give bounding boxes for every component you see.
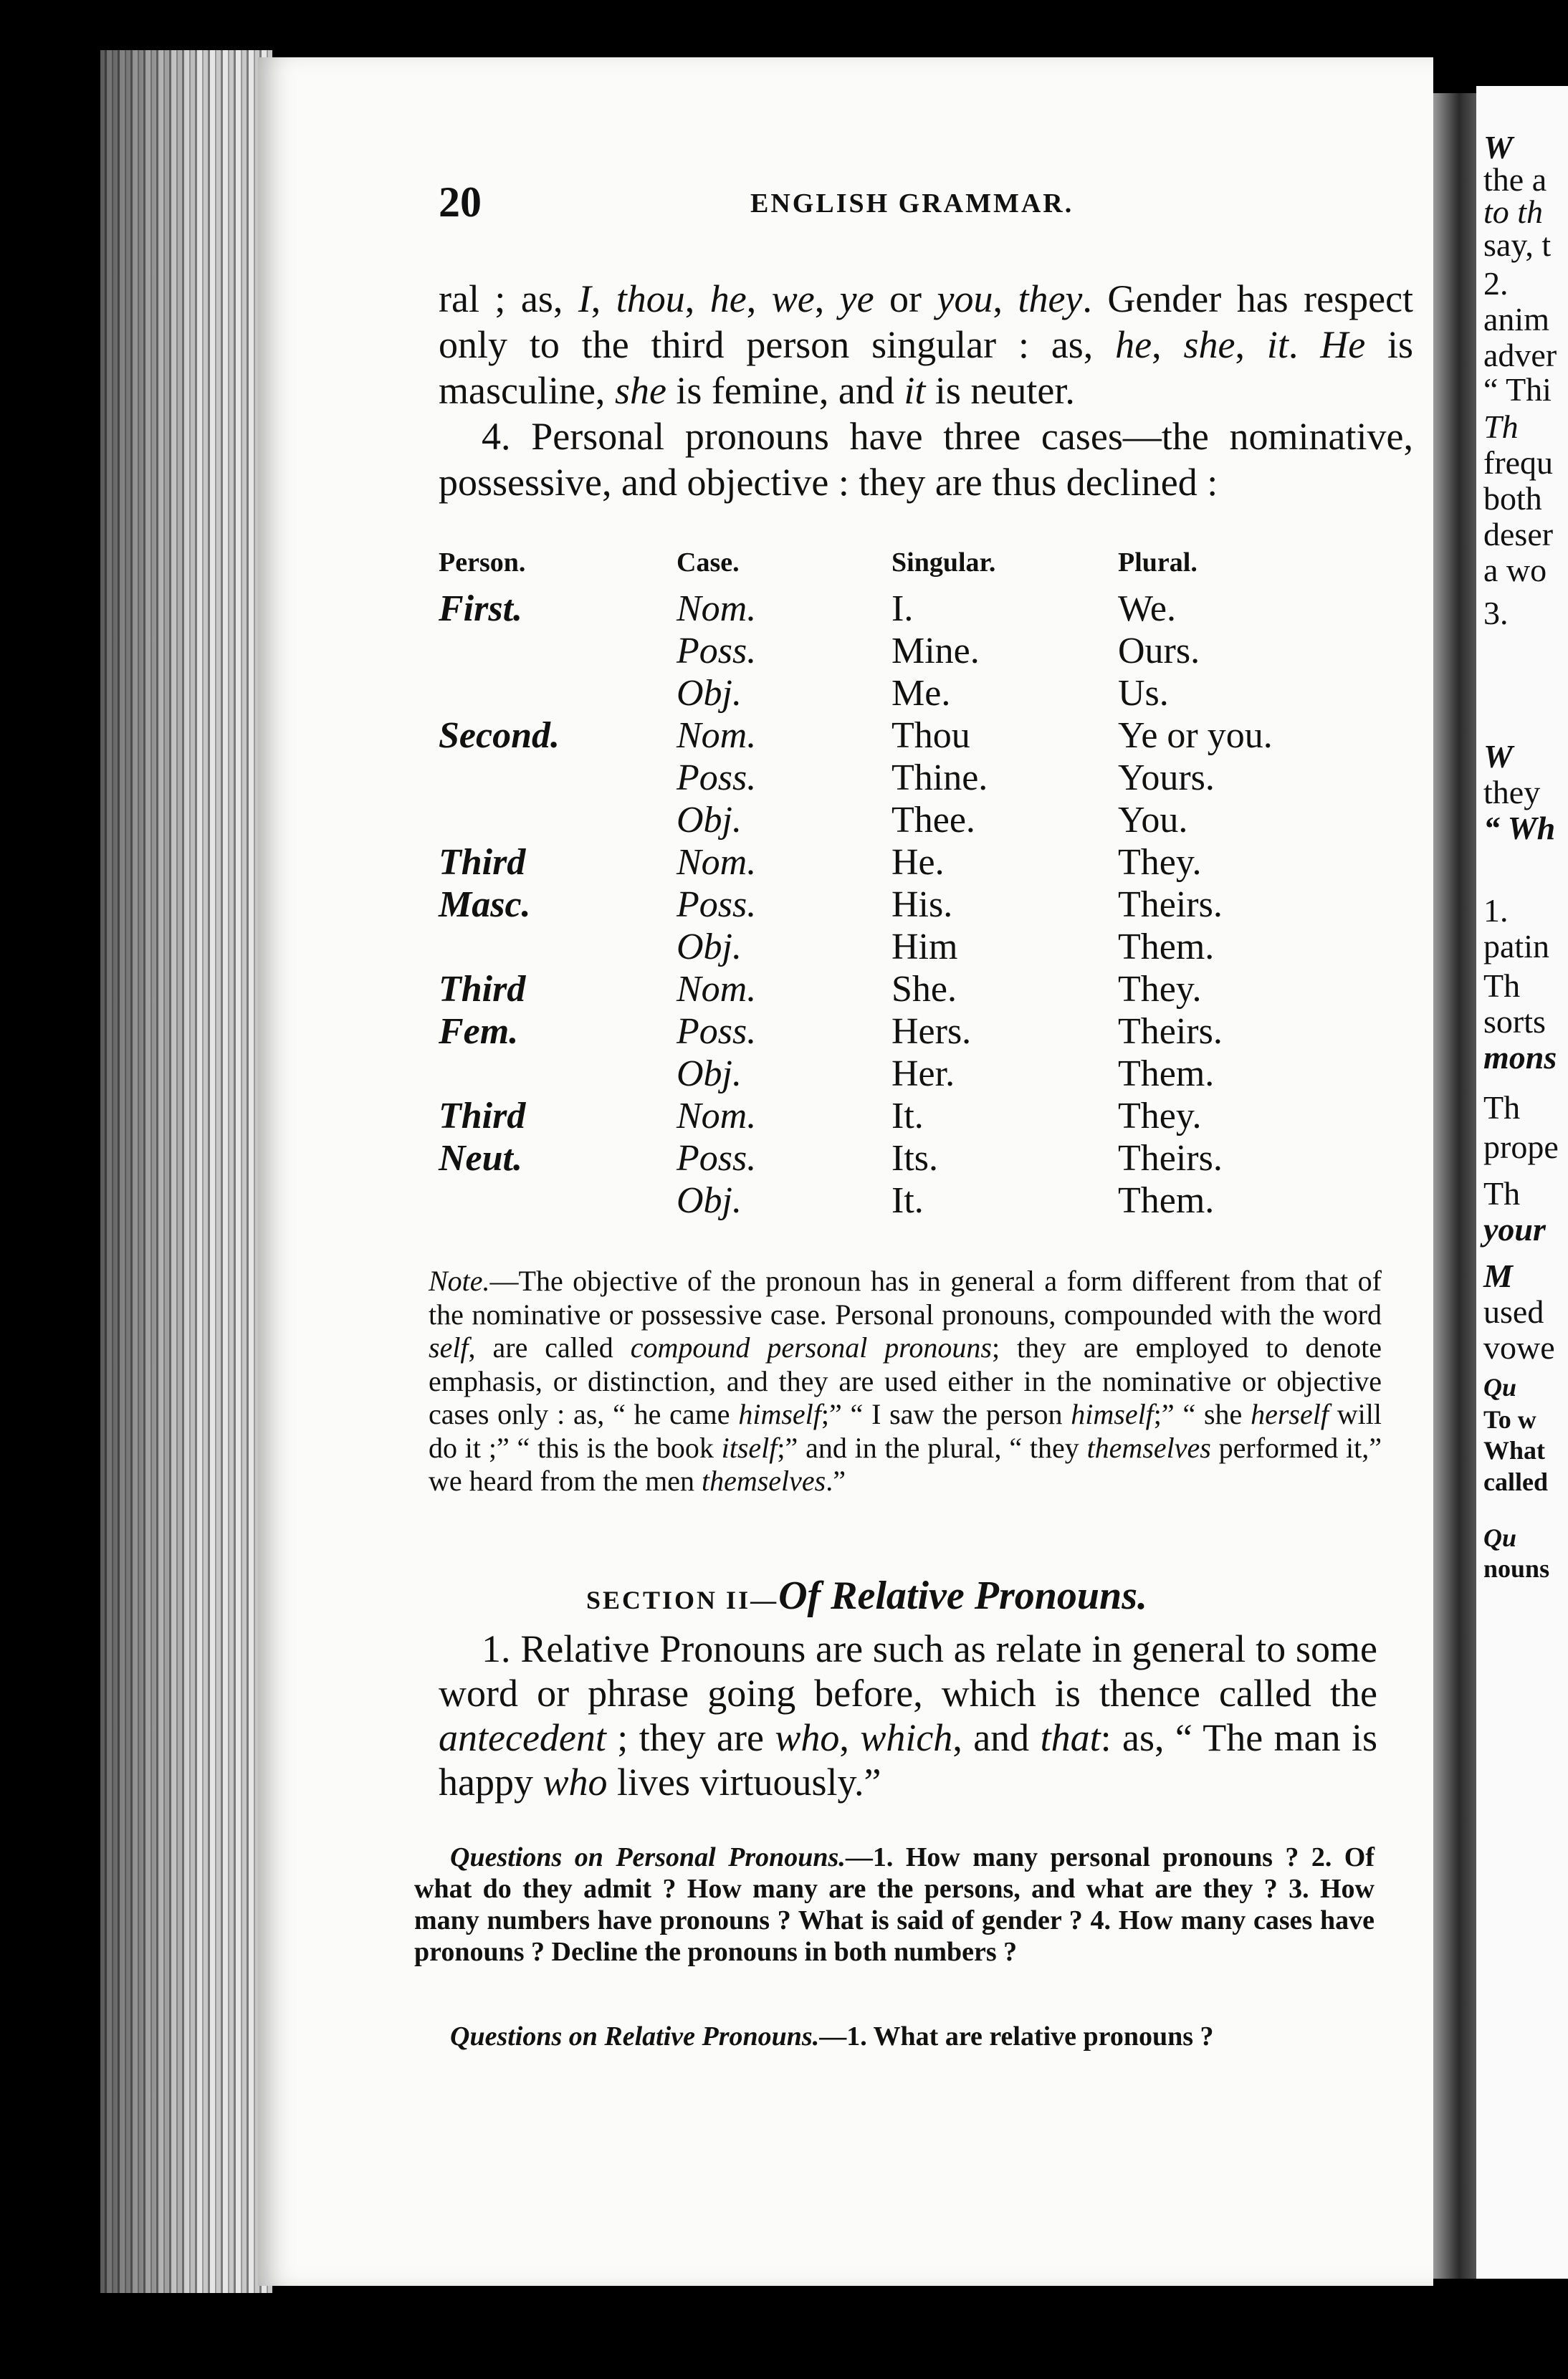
declension-header-row bbox=[439, 537, 1370, 588]
facing-page-text: 2. bbox=[1483, 265, 1509, 302]
cell-singular: Thou bbox=[891, 715, 970, 756]
section-heading bbox=[586, 1573, 1147, 1619]
cell-plural: Them. bbox=[1118, 1180, 1215, 1221]
cell-case: Nom. bbox=[677, 715, 757, 756]
header-person: Person. bbox=[439, 547, 526, 578]
header-plural: Plural. bbox=[1118, 547, 1197, 578]
cell-plural: Theirs. bbox=[1118, 1138, 1223, 1179]
questions-relative-pronouns: Questions on Relative Pronouns.—1. What are relative pronouns ? bbox=[450, 2021, 1214, 2052]
header-singular: Singular. bbox=[891, 547, 996, 578]
facing-page-text: Th bbox=[1483, 408, 1519, 445]
intro-paragraph: ral ; as, I, thou, he, we, ye or you, they. Gender has respect only to the third person singular : as, he, she, it. He is masculine, she is femine, and it is neuter. bbox=[439, 277, 1414, 412]
facing-page-text: vowe bbox=[1483, 1329, 1555, 1366]
header-case: Case. bbox=[677, 547, 740, 578]
facing-page-text: they bbox=[1483, 774, 1541, 810]
cell-case: Obj. bbox=[677, 927, 742, 967]
declension-row bbox=[439, 630, 1370, 672]
cell-plural: They. bbox=[1118, 842, 1202, 883]
page-number: 20 bbox=[439, 178, 482, 226]
cell-person: Second. bbox=[439, 715, 560, 756]
cell-person: First. bbox=[439, 588, 523, 629]
declension-row bbox=[439, 1095, 1370, 1137]
section-title: Of Relative Pronouns. bbox=[778, 1574, 1147, 1618]
facing-page-text: deser bbox=[1483, 516, 1554, 552]
facing-page-text: Th bbox=[1483, 967, 1521, 1004]
cell-case: Nom. bbox=[677, 1096, 757, 1136]
declension-row bbox=[439, 841, 1370, 884]
facing-page-text: patin bbox=[1483, 928, 1549, 964]
facing-page-text: W bbox=[1483, 129, 1513, 166]
facing-page-text: Qu bbox=[1483, 1373, 1517, 1402]
cell-plural: Us. bbox=[1118, 673, 1169, 714]
facing-page-text: say, t bbox=[1483, 226, 1552, 263]
cell-case: Obj. bbox=[677, 673, 742, 714]
declension-row bbox=[439, 1053, 1370, 1095]
cell-singular: I. bbox=[891, 588, 914, 629]
cell-case: Poss. bbox=[677, 1011, 757, 1052]
cell-person bbox=[439, 799, 677, 841]
cell-case: Obj. bbox=[677, 800, 742, 841]
cell-person: Fem. bbox=[439, 1011, 519, 1052]
cell-case: Poss. bbox=[677, 757, 757, 798]
cell-person: Third bbox=[439, 969, 526, 1010]
declension-row bbox=[439, 672, 1370, 714]
cell-plural: Theirs. bbox=[1118, 884, 1223, 925]
facing-page-text: frequ bbox=[1483, 444, 1554, 481]
cell-person bbox=[439, 1053, 677, 1095]
facing-page-text: “ Wh bbox=[1483, 810, 1556, 846]
facing-page-text: Th bbox=[1483, 1089, 1521, 1126]
section-label: SECTION II— bbox=[586, 1586, 779, 1614]
cell-singular: Hers. bbox=[891, 1011, 972, 1052]
cell-person bbox=[439, 926, 677, 968]
facing-page-text: mons bbox=[1483, 1039, 1557, 1076]
cell-person bbox=[439, 630, 677, 672]
facing-page-text: called bbox=[1483, 1468, 1548, 1496]
facing-page-text: both bbox=[1483, 480, 1542, 517]
cell-person: Third bbox=[439, 842, 526, 883]
cell-plural: Yours. bbox=[1118, 757, 1215, 798]
cell-plural: We. bbox=[1118, 588, 1176, 629]
cell-plural: They. bbox=[1118, 969, 1202, 1010]
cell-person: Third bbox=[439, 1096, 526, 1136]
facing-page-text: a wo bbox=[1483, 552, 1547, 588]
note-paragraph: Note.—The objective of the pronoun has in general a form different from that of the nominative or possessive case. Personal pronouns, compounded with the word self, are called compound personal pronouns; they are employed to denote emphasis, or distinction, and they are used either in the nominative or objective cases only : as, “ he came himself;” “ I saw the person himself;” “ she herself will do it ;” “ this is the book itself;” and in the plural, “ they themselves performed it,” we heard from the men themselves.” bbox=[429, 1265, 1382, 1497]
cell-singular: Me. bbox=[891, 673, 951, 714]
cell-singular: Thine. bbox=[891, 757, 988, 798]
paragraph-4: 4. Personal pronouns have three cases—the nominative, possessive, and objective : they are thus declined : bbox=[439, 415, 1413, 504]
facing-page-text: “ Thi bbox=[1483, 371, 1552, 408]
facing-page-text: adver bbox=[1483, 337, 1557, 373]
cell-singular: Mine. bbox=[891, 631, 980, 671]
questions-personal-pronouns: Questions on Personal Pronouns.—1. How many personal pronouns ? 2. Of what do they admit ? How many are the persons, and what are they ? 3. How many numbers have pronouns ? What is said of gender ? 4. How many cases have pronouns ? Decline the pronouns in both numbers ? bbox=[414, 1842, 1375, 1967]
facing-page-text: 1. bbox=[1483, 892, 1509, 929]
cell-singular: She. bbox=[891, 969, 957, 1010]
running-title: ENGLISH GRAMMAR. bbox=[750, 188, 1074, 219]
cell-case: Nom. bbox=[677, 969, 757, 1010]
cell-case: Obj. bbox=[677, 1180, 742, 1221]
cell-plural: Them. bbox=[1118, 1053, 1215, 1094]
cell-singular: He. bbox=[891, 842, 945, 883]
cell-case: Obj. bbox=[677, 1053, 742, 1094]
declension-row bbox=[439, 926, 1370, 968]
cell-case: Poss. bbox=[677, 1138, 757, 1179]
facing-page-text: Th bbox=[1483, 1175, 1521, 1212]
declension-row bbox=[439, 757, 1370, 799]
cell-singular: His. bbox=[891, 884, 953, 925]
declension-row bbox=[439, 714, 1370, 757]
cell-singular: Thee. bbox=[891, 800, 975, 841]
cell-plural: Ye or you. bbox=[1118, 715, 1273, 756]
cell-person bbox=[439, 672, 677, 714]
declension-row bbox=[439, 1137, 1370, 1179]
declension-row bbox=[439, 1010, 1370, 1053]
facing-page-text: 3. bbox=[1483, 595, 1509, 631]
facing-page-text: the a bbox=[1483, 161, 1547, 198]
cell-case: Poss. bbox=[677, 884, 757, 925]
declension-table bbox=[439, 537, 1370, 1222]
facing-page-text: your bbox=[1483, 1211, 1546, 1248]
cell-person: Masc. bbox=[439, 884, 531, 925]
facing-page-text: To w bbox=[1483, 1405, 1536, 1434]
declension-row bbox=[439, 884, 1370, 926]
cell-case: Nom. bbox=[677, 588, 757, 629]
facing-page-text: sorts bbox=[1483, 1003, 1546, 1040]
cell-plural: Them. bbox=[1118, 927, 1215, 967]
declension-row bbox=[439, 588, 1370, 630]
facing-page-text: prope bbox=[1483, 1129, 1559, 1165]
cell-plural: They. bbox=[1118, 1096, 1202, 1136]
cell-person bbox=[439, 1179, 677, 1222]
facing-page-text: What bbox=[1483, 1436, 1546, 1465]
facing-page-text: nouns bbox=[1483, 1554, 1550, 1583]
cell-singular: It. bbox=[891, 1180, 924, 1221]
cell-plural: You. bbox=[1118, 800, 1188, 841]
running-head bbox=[439, 178, 1392, 228]
facing-page-text: Qu bbox=[1483, 1523, 1517, 1552]
cell-person bbox=[439, 757, 677, 799]
declension-row bbox=[439, 799, 1370, 841]
cell-singular: Him bbox=[891, 927, 958, 967]
declension-row bbox=[439, 968, 1370, 1010]
facing-page-text: M bbox=[1483, 1258, 1513, 1294]
cell-singular: Her. bbox=[891, 1053, 955, 1094]
cell-plural: Ours. bbox=[1118, 631, 1200, 671]
facing-page-text: anim bbox=[1483, 301, 1549, 338]
cell-person: Neut. bbox=[439, 1138, 522, 1179]
declension-row bbox=[439, 1179, 1370, 1222]
facing-page-text: W bbox=[1483, 738, 1513, 775]
facing-page-text: to th bbox=[1483, 193, 1544, 230]
cell-singular: Its. bbox=[891, 1138, 938, 1179]
relative-pronouns-paragraph: 1. Relative Pronouns are such as relate in general to some word or phrase going before, which is thence called the antecedent ; they are who, which, and that: as, “ The man is happy who lives virtuously.” bbox=[439, 1627, 1377, 1804]
cell-singular: It. bbox=[891, 1096, 924, 1136]
cell-plural: Theirs. bbox=[1118, 1011, 1223, 1052]
cell-case: Poss. bbox=[677, 631, 757, 671]
facing-page-text: used bbox=[1483, 1293, 1544, 1330]
cell-case: Nom. bbox=[677, 842, 757, 883]
